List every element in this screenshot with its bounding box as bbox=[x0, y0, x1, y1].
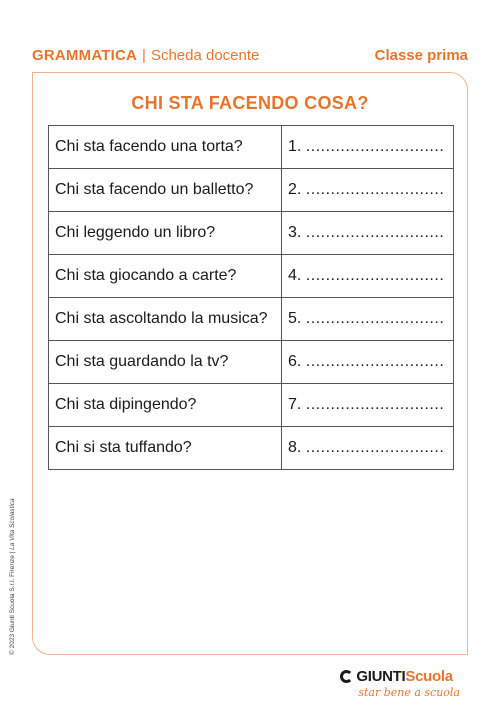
question-cell: Chi sta guardando la tv? bbox=[49, 341, 282, 384]
worksheet-frame bbox=[32, 72, 468, 655]
table-row bbox=[49, 126, 454, 169]
answer-cell[interactable] bbox=[282, 427, 454, 470]
table-row bbox=[49, 169, 454, 212]
answer-blank: ............................ bbox=[305, 353, 445, 370]
table-row bbox=[49, 212, 454, 255]
answer-blank: ............................ bbox=[305, 181, 445, 198]
answer-blank: ............................ bbox=[305, 396, 445, 413]
answer-number: 7. bbox=[288, 396, 302, 413]
answer-blank: ............................ bbox=[305, 439, 445, 456]
copyright-text: © 2023 Giunti Scuola S.r.l. Firenze | bbox=[9, 549, 16, 655]
logo-part-scuola: Scuola bbox=[405, 668, 453, 685]
copyright-notice bbox=[9, 498, 16, 655]
table-row bbox=[49, 341, 454, 384]
answer-number: 1. bbox=[288, 138, 302, 155]
question-cell: Chi sta giocando a carte? bbox=[49, 255, 282, 298]
answer-number: 3. bbox=[288, 224, 302, 241]
question-cell: Chi si sta tuffando? bbox=[49, 427, 282, 470]
answer-number: 2. bbox=[288, 181, 302, 198]
logo-wordmark bbox=[340, 668, 460, 685]
question-cell: Chi sta ascoltando la musica? bbox=[49, 298, 282, 341]
answer-blank: ............................ bbox=[305, 310, 445, 327]
question-cell: Chi leggendo un libro? bbox=[49, 212, 282, 255]
subject-label: GRAMMATICA bbox=[32, 46, 138, 64]
question-table bbox=[48, 125, 454, 470]
answer-cell[interactable] bbox=[282, 169, 454, 212]
answer-cell[interactable] bbox=[282, 255, 454, 298]
answer-blank: ............................ bbox=[305, 224, 445, 241]
answer-blank: ............................ bbox=[305, 138, 445, 155]
page-header bbox=[32, 44, 468, 66]
question-cell: Chi sta dipingendo? bbox=[49, 384, 282, 427]
answer-blank: ............................ bbox=[305, 267, 445, 284]
giunti-g-icon bbox=[340, 670, 353, 683]
answer-cell[interactable] bbox=[282, 384, 454, 427]
logo-part-giunti: GIUNTI bbox=[356, 668, 406, 685]
copyright-magazine: La Vita Scolastica bbox=[9, 498, 16, 550]
question-cell: Chi sta facendo un balletto? bbox=[49, 169, 282, 212]
table-row bbox=[49, 384, 454, 427]
publisher-logo bbox=[340, 668, 460, 699]
header-separator: | bbox=[142, 46, 146, 64]
logo-tagline: star bene a scuola bbox=[358, 686, 460, 699]
table-row bbox=[49, 298, 454, 341]
answer-number: 8. bbox=[288, 439, 302, 456]
sheet-type-label: Scheda docente bbox=[150, 46, 260, 64]
header-left bbox=[32, 47, 259, 64]
table-row bbox=[49, 427, 454, 470]
answer-number: 6. bbox=[288, 353, 302, 370]
question-cell: Chi sta facendo una torta? bbox=[49, 126, 282, 169]
answer-number: 5. bbox=[288, 310, 302, 327]
table-row bbox=[49, 255, 454, 298]
worksheet-title: CHI STA FACENDO COSA? bbox=[131, 93, 369, 113]
answer-cell[interactable] bbox=[282, 341, 454, 384]
class-label: Classe prima bbox=[374, 46, 468, 64]
answer-number: 4. bbox=[288, 267, 302, 284]
answer-cell[interactable] bbox=[282, 212, 454, 255]
answer-cell[interactable] bbox=[282, 126, 454, 169]
answer-cell[interactable] bbox=[282, 298, 454, 341]
